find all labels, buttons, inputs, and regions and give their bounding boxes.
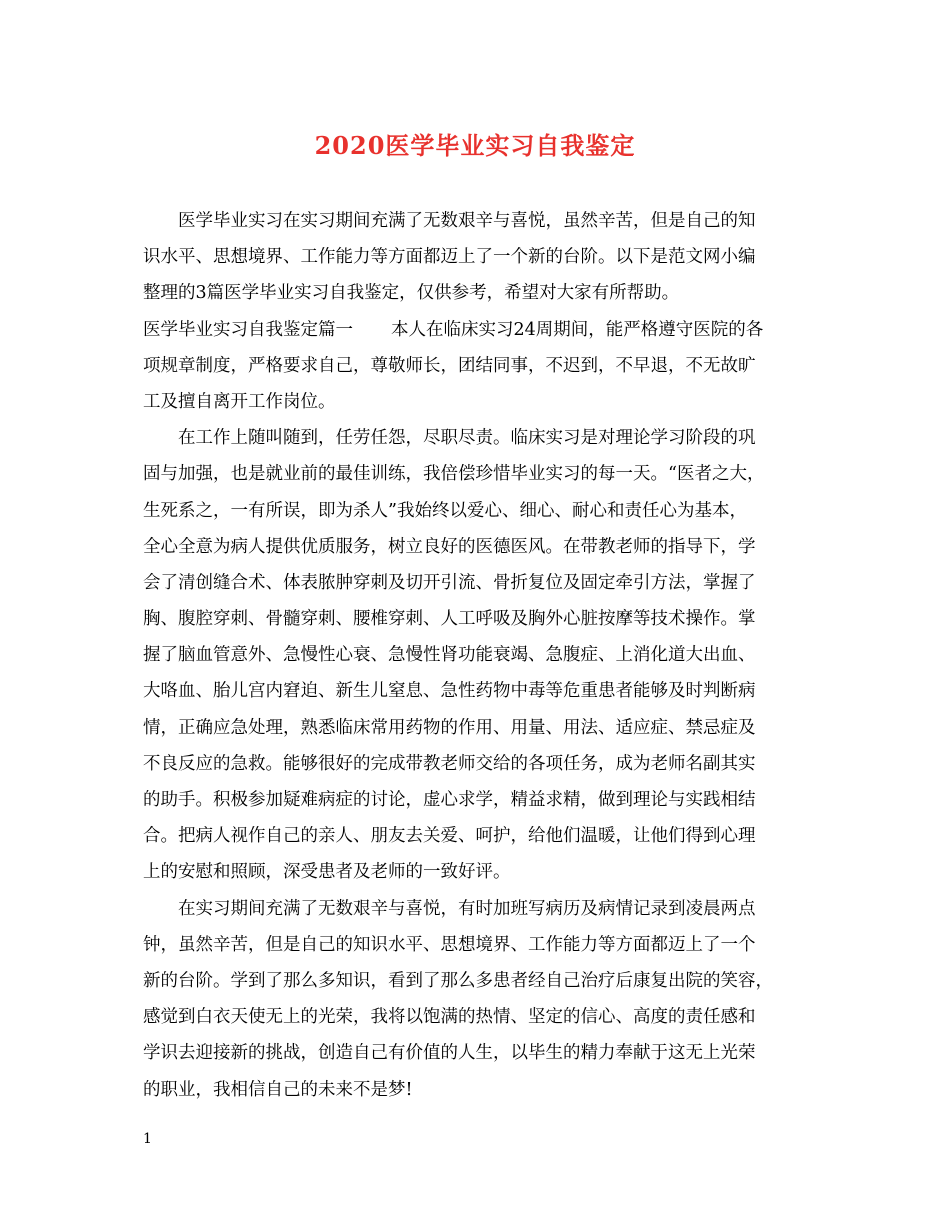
text-line: 固与加强，也是就业前的最佳训练，我倍偿珍惜毕业实习的每一天。“医者之大，	[143, 464, 765, 485]
document-body	[143, 203, 843, 1108]
text-line: 工及擅自离开工作岗位。	[143, 391, 336, 412]
paragraph-two	[143, 420, 843, 890]
section-first-line-text: 本人在临床实习24周期间，能严格遵守医院的各	[391, 319, 764, 340]
text-line: 生死系之，一有所误，即为杀人”我始终以爱心、细心、耐心和责任心为基本，	[143, 500, 747, 521]
text-line: 学识去迎接新的挑战，创造自己有价值的人生，以毕生的精力奉献于这无上光荣	[143, 1043, 756, 1064]
document-title: 2020医学毕业实习自我鉴定	[314, 131, 636, 160]
intro-paragraph	[143, 203, 843, 312]
text-line: 的助手。积极参加疑难病症的讨论，虚心求学，精益求精，做到理论与实践相结	[143, 790, 756, 810]
text-line: 大咯血、胎儿宫内窘迫、新生儿窒息、急性药物中毒等危重患者能够及时判断病	[143, 681, 756, 702]
text-line: 会了清创缝合术、体表脓肿穿刺及切开引流、骨折复位及固定牵引方法，掌握了	[143, 572, 756, 593]
text-line	[143, 312, 843, 348]
text-line: 医学毕业实习在实习期间充满了无数艰辛与喜悦，虽然辛苦，但是自己的知	[178, 211, 756, 231]
text-line: 感觉到白衣天使无上的光荣，我将以饱满的热情、坚定的信心、高度的责任感和	[143, 1007, 756, 1028]
paragraph-three	[143, 891, 843, 1108]
text-line: 在实习期间充满了无数艰辛与喜悦，有时加班写病历及病情记录到凌晨两点	[178, 898, 756, 919]
text-line: 的职业，我相信自己的未来不是梦!	[143, 1079, 413, 1100]
section-one-paragraph	[143, 312, 843, 421]
text-line: 识水平、思想境界、工作能力等方面都迈上了一个新的台阶。以下是范文网小编	[143, 247, 756, 268]
text-line: 新的台阶。学到了那么多知识，看到了那么多患者经自己治疗后康复出院的笑容，	[143, 970, 773, 991]
text-line: 在工作上随叫随到，任劳任怨，尽职尽责。临床实习是对理论学习阶段的巩	[178, 428, 756, 449]
text-line: 全心全意为病人提供优质服务，树立良好的医德医风。在带教老师的指导下，学	[143, 536, 756, 557]
text-line: 胸、腹腔穿刺、骨髓穿刺、腰椎穿刺、人工呼吸及胸外心脏按摩等技术操作。掌	[143, 609, 756, 630]
text-line: 握了脑血管意外、急慢性心衰、急慢性肾功能衰竭、急腹症、上消化道大出血、	[143, 645, 756, 666]
text-line: 项规章制度，严格要求自己，尊敬师长，团结同事，不迟到，不早退，不无故旷	[143, 355, 756, 376]
text-line: 上的安慰和照顾，深受患者及老师的一致好评。	[143, 862, 511, 883]
text-line: 钟，虽然辛苦，但是自己的知识水平、思想境界、工作能力等方面都迈上了一个	[143, 934, 756, 955]
text-line: 整理的3篇医学毕业实习自我鉴定，仅供参考，希望对大家有所帮助。	[143, 283, 680, 304]
section-heading: 医学毕业实习自我鉴定篇一	[143, 319, 353, 340]
text-line: 合。把病人视作自己的亲人、朋友去关爱、呵护，给他们温暖，让他们得到心理	[143, 826, 756, 847]
page-number: 1	[143, 1131, 152, 1147]
text-line: 不良反应的急救。能够很好的完成带教老师交给的各项任务，成为老师名副其实	[143, 753, 756, 774]
text-line: 情，正确应急处理，熟悉临床常用药物的作用、用量、用法、适应症、禁忌症及	[143, 717, 756, 738]
